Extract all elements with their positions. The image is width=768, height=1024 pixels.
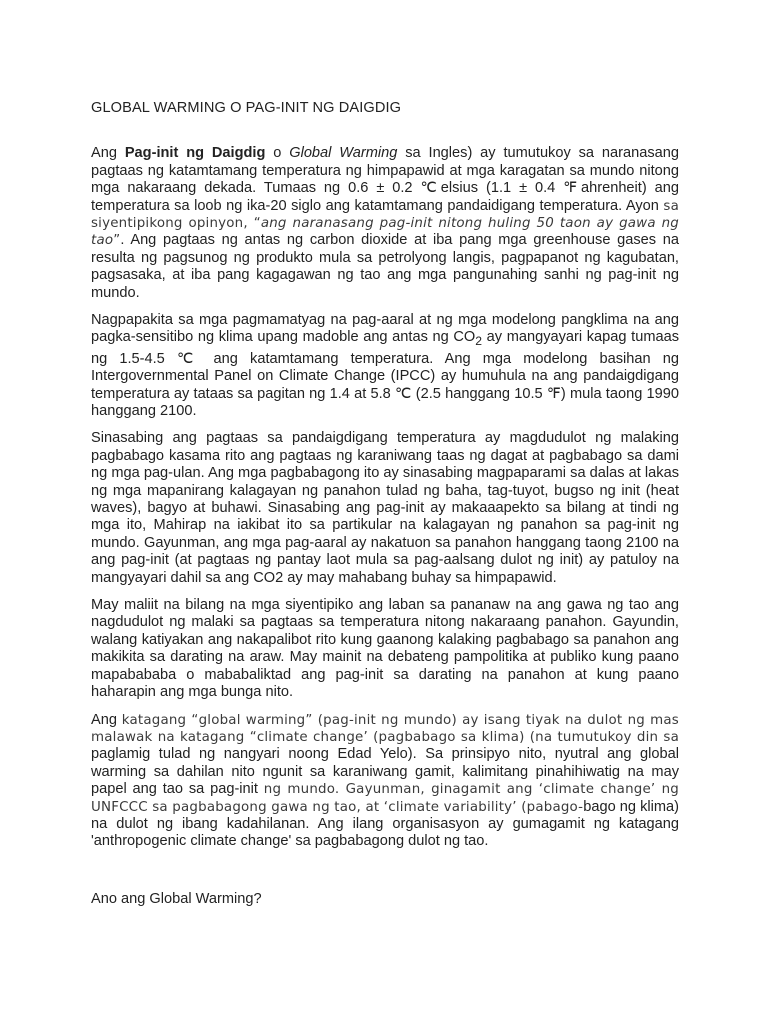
p2-text-1: Nagpapakita sa mga pagmamatyag na pag-aaral at ng mga modelong pangklima na ang pagka-sensitibo ng klima upang madoble ang antas ng CO <box>91 312 679 346</box>
section-subtitle: Ano ang Global Warming? <box>91 890 262 907</box>
paragraph-1 <box>91 145 679 302</box>
paragraph-3: Sinasabing ang pagtaas sa pandaigdigang temperatura ay magdudulot ng malaking pagbabago kasama rito ang pagtaas ng karaniwang taas ng dagat at pagbabago sa dami ng mga pag-ulan. Ang mga pagbabagong ito ay sinasabing magpaparami sa dalas at lakas ng mga mapanirang kalagayan ng panahon tulad ng baha, tag-tuyot, bugso ng init (heat waves), bagyo at buhawi. Sinasabing ang pag-init ay makaaapekto sa bilang at tindi ng mga ito, Mahirap na iakibat ito sa partikular na kalagayan ng panahon sa pag-init ng mundo. Gayunman, ang mga pag-aaral ay nakatuon sa panahon hanggang taong 2100 na ang pag-init (at pagtaas ng pantay laot mula sa pag-aalsang dulot ng init) ay patuloy na mangyayari dahil sa ang CO2 ay may mahabang buhay sa himpapawid. <box>91 430 679 586</box>
p1-quote-close: ” <box>113 233 121 249</box>
paragraph-2 <box>91 312 679 420</box>
p1-quote: ang naranasang pag-init nitong huling 50 taon ay gawa ng tao <box>91 216 679 249</box>
p5-text-3: bago ng klima) na dulot ng ibang kadahilanan. Ang ilang organisasyon ay gumagamit ng katagang 'anthropogenic climate change' sa pagbabagong dulot ng tao. <box>91 798 679 850</box>
document-title: GLOBAL WARMING O PAG-INIT NG DAIGDIG <box>91 100 402 116</box>
p2-subscript: 2 <box>475 334 483 349</box>
p1-text-3: sa Ingles) ay tumutukoy sa naranasang pagtaas ng katamtamang temperatura ng himpapawid at mga karagatan sa mundo nitong mga nakaraang dekada. Tumaas ng 0.6 ± 0.2 ℃elsius (1.1 ± 0.4 ℉ahrenheit) ang temperatura sa loob ng ika-20 siglo ang katamtamang pandaidigang temperatura. Ayon <box>91 145 679 214</box>
p2-text-2: ay mangyayari kapag tumaas ng 1.5-4.5 ℃ ang katamtamang temperatura. Ang mga modelong basihan ng Intergovernmental Panel on Climate Change (IPCC) ay humuhula na ang pandaigdigang temperatura ay tataas sa pagitan ng 1.4 at 5.8 ℃ (2.5 hanggang 10.5 ℉) mula taong 1990 hanggang 2100. <box>91 329 680 419</box>
paragraph-5 <box>91 712 679 851</box>
p5-light-2: ng mundo. Gayunman, ginagamit ang ‘climate change’ ng UNFCCC sa pagbabagong gawa ng tao, at ‘climate variability’ (pabago- <box>91 782 679 815</box>
p1-text-4: . Ang pagtaas ng antas ng carbon dioxide at iba pang mga greenhouse gases na resulta ng pagsunog ng produkto mula sa petrolyong langis, pagpapanot ng kagubatan, pagsasaka, at iba pang kagagawan ng tao ang mga pangunahing sanhi ng pag-init ng mundo. <box>91 232 679 301</box>
p5-light-1: katagang “global warming” (pag-init ng mundo) ay isang tiyak na dulot ng mas malawak na katagang “climate change’ (pagbabago sa klima) (na tumutukoy din sa <box>91 712 679 745</box>
p1-text-1: Ang <box>91 145 125 162</box>
document-page <box>91 0 679 908</box>
p1-term-bold: Pag-init ng Daigdig <box>124 145 266 162</box>
p1-term-italic: Global Warming <box>289 145 398 162</box>
p1-text-2: o <box>265 145 290 162</box>
paragraph-4: May maliit na bilang na mga siyentipiko ang laban sa pananaw na ang gawa ng tao ang nagdudulot ng malaki sa pagtaas sa temperatura nitong nakaraang panahon. Gayundin, walang katiyakan ang nakapalibot rito kung gaanong kalaking pagbabago sa panahon ang makikita sa darating na araw. May mainit na debateng pampolitika at publiko kung paano mapabababa o mababaliktad ang pag-init sa darating na panahon at kung paano haharapin ang mga bunga nito. <box>91 597 679 701</box>
p1-quote-intro: sa siyentipikong opinyon, “ <box>91 198 679 232</box>
p5-text-2: paglamig tulad ng nangyari noong Edad Yelo). Sa prinsipyo nito, nyutral ang global warming sa dahilan nito ngunit sa karaniwang gamit, kalimitang pinahihiwatig na may papel ang tao sa pag-init <box>91 746 679 798</box>
p5-text-1: Ang <box>91 711 122 728</box>
